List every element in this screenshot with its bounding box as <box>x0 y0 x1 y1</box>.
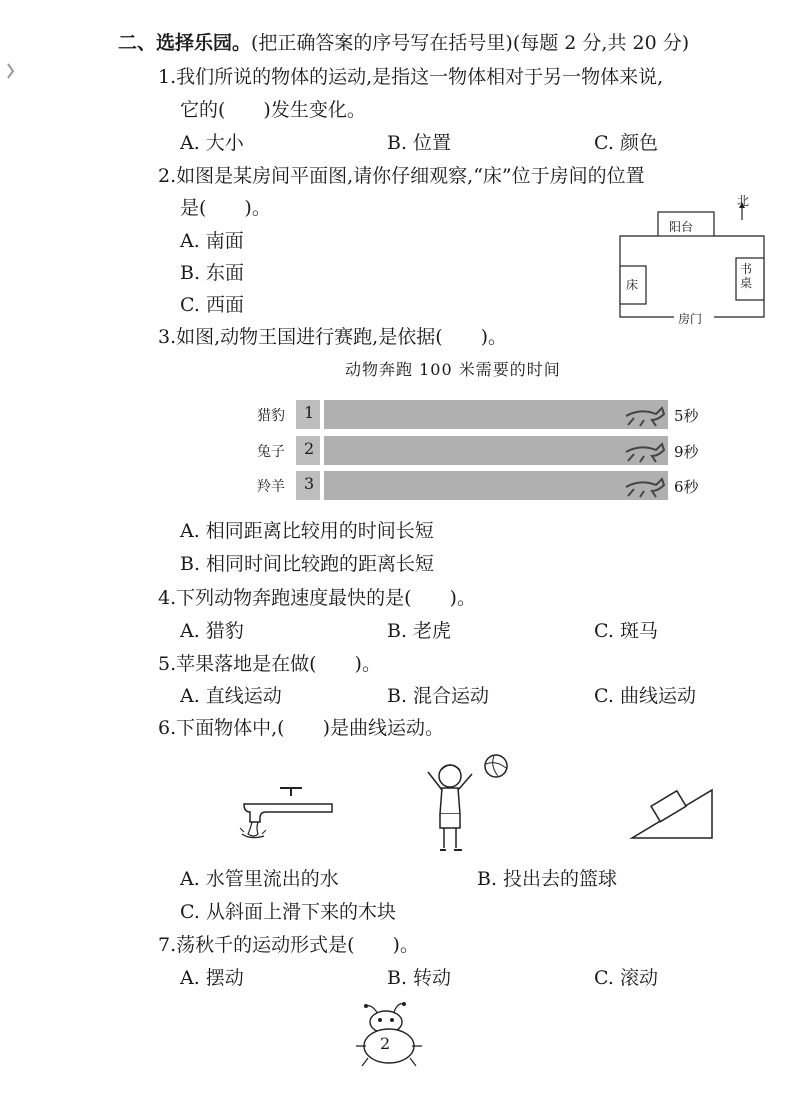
race-lane-bar <box>324 471 668 500</box>
plan-desk-label: 书桌 <box>740 262 753 290</box>
q4-option-b[interactable]: B. 老虎 <box>387 620 452 642</box>
section-title-bold: 二、选择乐园。 <box>118 32 252 54</box>
q5-option-a[interactable]: A. 直线运动 <box>180 685 282 707</box>
q2-option-a[interactable]: A. 南面 <box>180 230 244 252</box>
q7-line1: 7.荡秋千的运动形式是( )。 <box>158 934 419 956</box>
race-lane-bar <box>324 436 668 465</box>
section-title-instructions: (把正确答案的序号写在括号里)(每题 2 分,共 20 分) <box>251 32 690 54</box>
q6-option-c[interactable]: C. 从斜面上滑下来的木块 <box>180 901 396 923</box>
chart-category-label: 兔子 <box>257 444 285 460</box>
q5-option-c[interactable]: C. 曲线运动 <box>594 685 696 707</box>
q4-option-a[interactable]: A. 猎豹 <box>180 620 244 642</box>
chart-category-label: 猎豹 <box>257 408 285 424</box>
q7-option-a[interactable]: A. 摆动 <box>180 967 244 989</box>
plan-door-label: 房门 <box>678 312 703 326</box>
q5-option-b[interactable]: B. 混合运动 <box>387 685 490 707</box>
q3-option-a[interactable]: A. 相同距离比较用的时间长短 <box>180 520 434 542</box>
q2-line1: 2.如图是某房间平面图,请你仔细观察,“床”位于房间的位置 <box>158 165 645 187</box>
lane-number: 2 <box>304 439 315 458</box>
water-tap-illustration <box>236 782 346 842</box>
chart-title: 动物奔跑 100 米需要的时间 <box>345 360 561 379</box>
q6-line1: 6.下面物体中,( )是曲线运动。 <box>158 717 444 739</box>
q4-option-c[interactable]: C. 斑马 <box>594 620 658 642</box>
q3-line1: 3.如图,动物王国进行赛跑,是依据( )。 <box>158 326 508 348</box>
q6-option-a[interactable]: A. 水管里流出的水 <box>180 868 339 890</box>
plan-balcony-label: 阳台 <box>669 220 694 234</box>
bar-time-label: 5秒 <box>674 407 699 425</box>
bar-time-label: 9秒 <box>674 443 699 461</box>
q2-option-c[interactable]: C. 西面 <box>180 294 244 316</box>
plan-bed-label: 床 <box>626 278 639 292</box>
q2-line2: 是( )。 <box>180 197 271 219</box>
chart-category-label: 羚羊 <box>257 479 285 495</box>
plan-north-label: 北 <box>737 194 750 208</box>
q7-option-c[interactable]: C. 滚动 <box>594 967 658 989</box>
q1-line1: 1.我们所说的物体的运动,是指这一物体相对于另一物体来说, <box>158 66 664 88</box>
bar-time-label: 6秒 <box>674 478 699 496</box>
q2-option-b[interactable]: B. 东面 <box>180 262 245 284</box>
q5-line1: 5.苹果落地是在做( )。 <box>158 653 381 675</box>
q1-option-c[interactable]: C. 颜色 <box>594 132 658 154</box>
lane-number: 1 <box>304 403 315 422</box>
q4-line1: 4.下列动物奔跑速度最快的是( )。 <box>158 587 476 609</box>
boy-throwing-basketball-illustration <box>414 752 524 857</box>
q1-option-a[interactable]: A. 大小 <box>180 132 244 154</box>
page-number: 2 <box>380 1034 391 1053</box>
race-lane-bar <box>324 400 668 429</box>
block-on-slope-illustration <box>628 784 718 844</box>
q6-option-b[interactable]: B. 投出去的篮球 <box>477 868 618 890</box>
q1-option-b[interactable]: B. 位置 <box>387 132 452 154</box>
lane-number: 3 <box>304 474 315 493</box>
q1-line2: 它的( )发生变化。 <box>180 99 366 121</box>
q7-option-b[interactable]: B. 转动 <box>387 967 452 989</box>
q3-option-b[interactable]: B. 相同时间比较跑的距离长短 <box>180 553 435 575</box>
ladybug-page-icon <box>352 1000 432 1070</box>
